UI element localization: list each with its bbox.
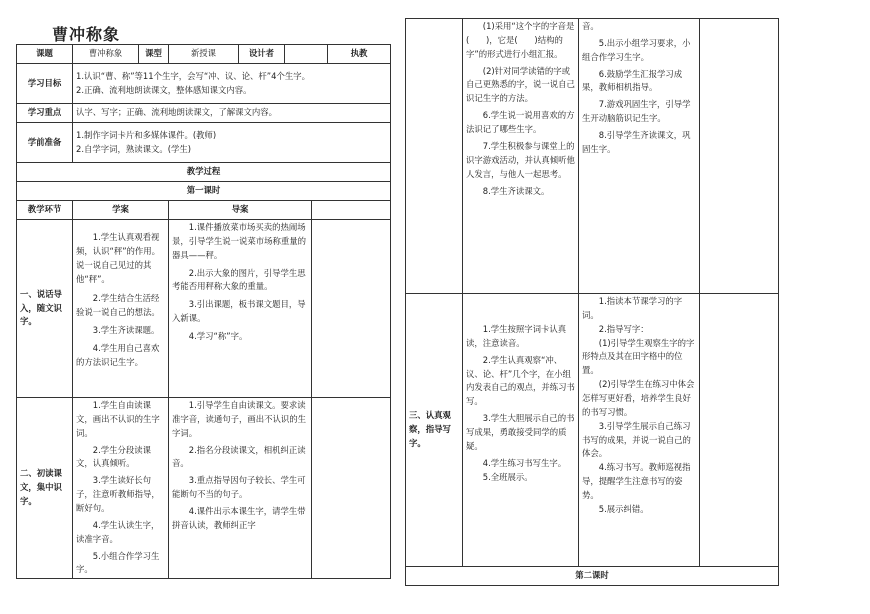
study-item: (2)针对同学读错的字或自己更熟悉的字，说一说自己识记生字的方法。: [466, 65, 575, 104]
study-item: 1.学生按照字词卡认真读，注意读音。: [466, 324, 567, 348]
study-item: 2.学生结合生活经验说一说自己的想法。: [76, 293, 160, 318]
topic-value: 曹冲称象: [73, 45, 139, 64]
study-item: 6.学生说一说用喜欢的方法识记了哪些生字。: [466, 110, 575, 135]
study-item: 5.小组合作学习生字。: [76, 550, 160, 575]
teacher-label: 执教: [328, 45, 391, 64]
guide-item: 2.指名分段读课文，相机纠正读音。: [172, 444, 306, 469]
guide-item: 2.出示大象的图片，引导学生思考能否用秤称大象的重量。: [172, 267, 306, 292]
guide-item: 1.指读本节课学习的字词。: [582, 296, 683, 320]
guide-item: 1.引导学生自由读课文。要求读准字音，读通句子，画出不认识的生字词。: [172, 400, 306, 438]
designer-value: [285, 45, 328, 64]
goals-label: 学习目标: [17, 64, 73, 104]
guide-item: 7.游戏巩固生字，引导学生开动脑筋识记生字。: [582, 99, 691, 124]
guide-item: 音。: [582, 21, 599, 31]
step-1: 一、说话导入，随文识字。: [17, 220, 73, 398]
study-item: 5.全班展示。: [482, 471, 533, 482]
guide-item: 3.重点指导因句子较长、学生可能断句不当的句子。: [172, 475, 306, 500]
type-value: 新授课: [169, 45, 239, 64]
step-3: 三、认真观察，指导写字。: [406, 294, 463, 567]
lesson1-label: 第一课时: [17, 182, 391, 201]
guide-item: 3.引导学生展示自己练习书写的成果，并说一说自己的体会。: [582, 420, 691, 459]
study-item: 2.学生分段读课文，认真倾听。: [76, 444, 152, 469]
guide-item: 5.出示小组学习要求，小组合作学习生字。: [582, 37, 691, 62]
guide-item: 4.学习“称”字。: [188, 331, 248, 342]
guide-item: 4.课件出示本课生字，请学生带拼音认读，教师纠正字: [172, 506, 306, 530]
goal-item: 2.正确、流利地朗读课文，整体感知课文内容。: [76, 84, 252, 95]
goals-cell: [73, 64, 391, 104]
process-label: 教学过程: [17, 163, 391, 182]
lesson2-label: 第二课时: [406, 567, 779, 586]
designer-label: 设计者: [239, 45, 285, 64]
study-item: 3.学生齐读课题。: [92, 325, 160, 336]
guide-1: [169, 220, 312, 398]
lesson-plan-table-left: [16, 44, 391, 579]
guide-3: [579, 294, 700, 567]
type-label: 课型: [139, 45, 169, 64]
lesson-plan-table-right: [405, 18, 779, 586]
guide-item: 2.指导写字：: [598, 323, 649, 334]
focus-label: 学习重点: [17, 104, 73, 123]
study-item: 4.学生练习书写生字。: [482, 457, 567, 468]
page-title: 曹冲称象: [52, 25, 121, 44]
topic-label: 课题: [17, 45, 73, 64]
col-guide: 导案: [169, 201, 312, 220]
study-item: 7.学生积极参与课堂上的识字游戏活动，并认真倾听他人发言，与他人一起思考。: [466, 140, 575, 179]
guide-item: (2)引导学生在练习中体会怎样写更好看，培养学生良好的书写习惯。: [582, 379, 695, 417]
prep-item: 2.自学字词，熟读课文。(学生): [76, 143, 192, 154]
study-3: [463, 294, 579, 567]
guide-2-cont: [579, 19, 700, 294]
step-2: 二、初读课文，集中识字。: [17, 398, 73, 579]
study-item: 4.学生用自己喜欢的方法识记生字。: [76, 343, 160, 367]
study-1: [73, 220, 169, 398]
guide-item: (1)引导学生观察生字的字形特点及其在田字格中的位置。: [582, 337, 695, 376]
study-item: 1.学生认真观看视频，认识“秤”的作用。说一说自己见过的其他“秤”。: [76, 232, 161, 284]
guide-2: [169, 398, 312, 579]
study-item: 4.学生认读生字，读准字音。: [76, 519, 160, 544]
study-item: 8.学生齐读课文。: [482, 186, 550, 197]
prep-cell: [73, 123, 391, 163]
guide-item: 5.展示纠错。: [598, 503, 649, 514]
guide-item: 1.课件播放菜市场买卖的热闹场景，引导学生说一说菜市场称重量的器具——秤。: [172, 222, 306, 260]
col-step: 教学环节: [17, 201, 73, 220]
guide-item: 4.练习书写。教师巡视指导，提醒学生注意书写的姿势。: [582, 462, 691, 501]
goal-item: 1.认识“曹、称”等11个生字，会写“冲、议、论、杆”4个生字。: [76, 70, 310, 81]
study-item: 3.学生大胆展示自己的书写成果，勇敢接受同学的质疑。: [466, 413, 575, 451]
study-2-cont: [463, 19, 579, 294]
focus-text: 认字、写字；正确、流利地朗读课文，了解课文内容。: [73, 104, 391, 123]
study-item: 1.学生自由读课文，画出不认识的生字词。: [76, 400, 160, 438]
guide-item: 3.引出课题，板书课文题目，导入新课。: [172, 299, 306, 324]
guide-item: 6.鼓励学生汇报学习成果，教师相机指导。: [582, 68, 683, 93]
study-2: [73, 398, 169, 579]
col-study: 学案: [73, 201, 169, 220]
prep-item: 1.制作字词卡片和多媒体课件。(教师): [76, 129, 217, 140]
prep-label: 学前准备: [17, 123, 73, 163]
study-item: (1)采用“这个字的字音是( )，它是( )结构的字”的形式进行小组汇报。: [466, 21, 575, 59]
guide-item: 8.引导学生齐读课文，巩固生字。: [582, 130, 691, 154]
study-item: 2.学生认真观察“冲、议、论、杆”几个字，在小组内发表自己的观点，并练习书写。: [466, 354, 575, 407]
study-item: 3.学生读好长句子，注意听教师指导，断好句。: [76, 475, 160, 514]
